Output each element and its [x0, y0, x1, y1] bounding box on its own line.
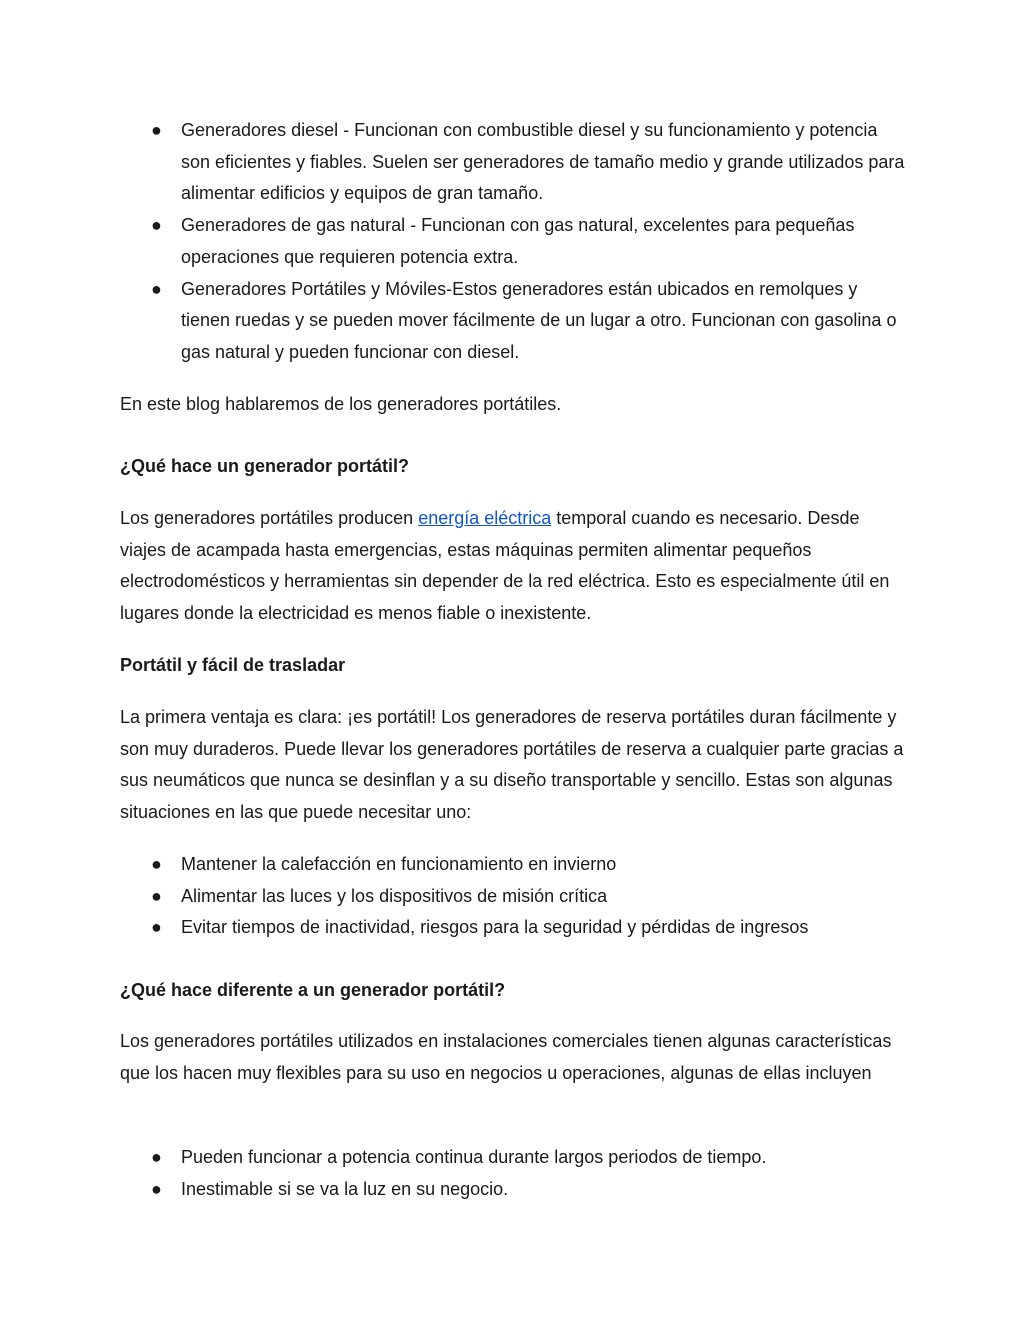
paragraph-portable: La primera ventaja es clara: ¡es portátil! Los generadores de reserva portátiles duran fácilmente y son muy duraderos. Puede llevar los generadores portátiles de reserva a cualquier parte gracias a sus neumáticos que nunca se desinflan y a su diseño transportable y sencillo. Estas son algunas situaciones en las que puede necesitar uno: — [120, 707, 904, 823]
bullet-icon: ● — [151, 917, 162, 938]
list-item-text: Generadores de gas natural - Funcionan con gas natural, excelentes para pequeñas operaciones que requieren potencia extra. — [181, 215, 855, 267]
bullet-icon: ● — [151, 215, 162, 236]
bullet-icon: ● — [151, 120, 162, 140]
bullet-icon: ● — [151, 854, 162, 874]
list-item-text: Evitar tiempos de inactividad, riesgos para la seguridad y pérdidas de ingresos — [181, 917, 809, 938]
list-item — [120, 274, 910, 369]
list-item — [120, 1142, 910, 1174]
list-item — [120, 912, 910, 944]
list-item-text: Generadores diesel - Funcionan con combustible diesel y su funcionamiento y potencia son eficientes y fiables. Suelen ser generadores de tamaño medio y grande utilizados para alimentar edificios y equipos de gran tamaño. — [181, 120, 905, 204]
list-item — [120, 115, 910, 210]
paragraph-what-does — [120, 503, 910, 630]
features-list — [120, 1142, 910, 1205]
bullet-icon: ● — [151, 1147, 162, 1167]
list-item-text: Generadores Portátiles y Móviles-Estos generadores están ubicados en remolques y tienen ruedas y se pueden mover fácilmente de un lugar a otro. Funcionan con gasolina o gas natural y pueden funcionar con diesel. — [181, 278, 897, 362]
heading-what-does: ¿Qué hace un generador portátil? — [120, 456, 410, 476]
list-item-text: Inestimable si se va la luz en su negocio. — [181, 1178, 509, 1199]
energia-electrica-link[interactable]: energía eléctrica — [418, 508, 552, 528]
heading-portable: Portátil y fácil de trasladar — [120, 655, 346, 675]
paragraph-text: Los generadores portátiles producen — [120, 508, 419, 528]
bullet-icon: ● — [151, 278, 162, 299]
intro-paragraph: En este blog hablaremos de los generadores portátiles. — [120, 394, 562, 414]
list-item — [120, 849, 910, 881]
heading-different: ¿Qué hace diferente a un generador portátil? — [120, 980, 506, 1000]
situations-list — [120, 849, 910, 944]
list-item — [120, 210, 910, 273]
paragraph-different: Los generadores portátiles utilizados en instalaciones comerciales tienen algunas características que los hacen muy flexibles para su uso en negocios u operaciones, algunas de ellas incluyen — [120, 1031, 892, 1083]
paragraph-text: temporal cuando es necesario. Desde viajes de acampada hasta emergencias, estas máquinas permiten alimentar pequeños electrodomésticos y herramientas sin depender de la red eléctrica. Esto es especialmente útil en lugares donde la electricidad es menos fiable o inexistente. — [120, 508, 890, 624]
list-item-text: Mantener la calefacción en funcionamiento en invierno — [181, 854, 617, 874]
list-item — [120, 881, 910, 913]
list-item-text: Alimentar las luces y los dispositivos de misión crítica — [181, 885, 608, 906]
generator-types-list — [120, 115, 910, 369]
bullet-icon: ● — [151, 885, 162, 906]
bullet-icon: ● — [151, 1178, 162, 1199]
list-item — [120, 1174, 910, 1206]
list-item-text: Pueden funcionar a potencia continua durante largos periodos de tiempo. — [181, 1147, 767, 1167]
